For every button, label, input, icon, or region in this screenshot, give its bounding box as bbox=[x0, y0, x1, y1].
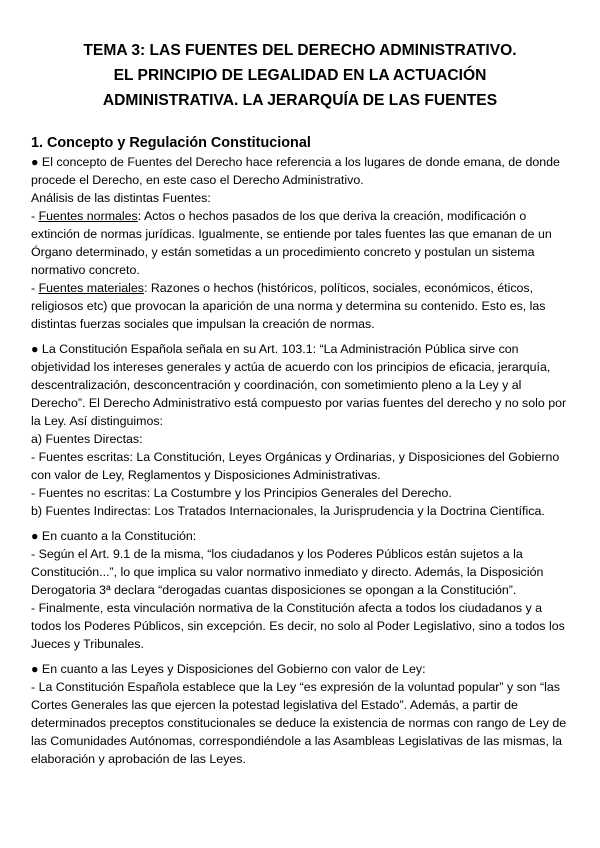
paragraph: - Fuentes no escritas: La Costumbre y los Principios Generales del Derecho. bbox=[31, 486, 452, 500]
paragraph: ● En cuanto a la Constitución: bbox=[31, 529, 197, 543]
paragraph: - Fuentes escritas: La Constitución, Leyes Orgánicas y Ordinarias, y Disposiciones del Gobierno con valor de Ley, Reglamentos y Disposiciones Administrativas. bbox=[31, 450, 560, 482]
paragraph-block-2 bbox=[31, 340, 573, 520]
list-dash: - bbox=[31, 209, 39, 223]
paragraph-block-1 bbox=[31, 153, 573, 333]
title-line-2: EL PRINCIPIO DE LEGALIDAD EN LA ACTUACIÓN bbox=[113, 67, 487, 84]
paragraph: Análisis de las distintas Fuentes: bbox=[31, 191, 211, 205]
paragraph: b) Fuentes Indirectas: Los Tratados Internacionales, la Jurisprudencia y la Doctrina Científica. bbox=[31, 504, 545, 518]
underlined-term: Fuentes materiales bbox=[38, 281, 144, 295]
underlined-term: Fuentes normales bbox=[38, 209, 138, 223]
document-title bbox=[30, 38, 570, 113]
paragraph bbox=[31, 207, 573, 279]
paragraph: ● En cuanto a las Leyes y Disposiciones del Gobierno con valor de Ley: bbox=[31, 662, 426, 676]
paragraph bbox=[31, 279, 573, 333]
paragraph: ● El concepto de Fuentes del Derecho hace referencia a los lugares de donde emana, de donde procede el Derecho, en este caso el Derecho Administrativo. bbox=[31, 155, 560, 187]
section-heading: 1. Concepto y Regulación Constitucional bbox=[31, 135, 311, 151]
paragraph-text: : Razones o hechos (históricos, políticos, sociales, económicos, éticos, religiosos etc) que provocan la aparición de una norma y determina su contenido. Esto es, las distintas fuerzas sociales que impulsan la creación de normas. bbox=[31, 281, 546, 331]
paragraph-block-3 bbox=[31, 527, 573, 653]
paragraph: ● La Constitución Española señala en su Art. 103.1: “La Administración Pública sirve con objetividad los intereses generales y actúa de acuerdo con los principios de eficacia, jerarquía, descentralización, desconcentración y coordinación, con sometimiento pleno a la Ley y al Derecho”. El Derecho Administrativo está compuesto por varias fuentes del derecho y no solo por la Ley. Así distinguimos: bbox=[31, 342, 567, 428]
paragraph: - Finalmente, esta vinculación normativa de la Constitución afecta a todos los ciudadanos y a todos los Poderes Públicos, sin excepción. Es decir, no solo al Poder Legislativo, sino a todos los Jueces y Tribunales. bbox=[31, 601, 565, 651]
title-line-3: ADMINISTRATIVA. LA JERARQUÍA DE LAS FUENTES bbox=[102, 92, 498, 109]
document-body bbox=[31, 133, 573, 768]
list-dash: - bbox=[31, 281, 39, 295]
title-line-1: TEMA 3: LAS FUENTES DEL DERECHO ADMINISTRATIVO. bbox=[83, 42, 517, 59]
paragraph: - Según el Art. 9.1 de la misma, “los ciudadanos y los Poderes Públicos están sujetos a la Constitución...”, lo que implica su valor normativo inmediato y directo. Además, la Disposición Derogatoria 3ª declara “derogadas cuantas disposiciones se opongan a la Constitución”. bbox=[31, 547, 544, 597]
paragraph-text: : Actos o hechos pasados de los que deriva la creación, modificación o extinción de normas jurídicas. Igualmente, se entiende por tales fuentes las que emanan de un Órgano determinado, y están sometidas a un procedimiento concreto y postulan un sistema normativo concreto. bbox=[31, 209, 552, 277]
paragraph: - La Constitución Española establece que la Ley “es expresión de la voluntad popular” y son “las Cortes Generales las que ejercen la potestad legislativa del Estado”. Además, a partir de determinados preceptos constitucionales se deduce la existencia de normas con rango de Ley de las Comunidades Autónomas, correspondiéndole a las Asambleas Legislativas de las mismas, la elaboración y aprobación de las Leyes. bbox=[31, 680, 567, 766]
paragraph: a) Fuentes Directas: bbox=[31, 432, 143, 446]
paragraph-block-4 bbox=[31, 660, 573, 768]
